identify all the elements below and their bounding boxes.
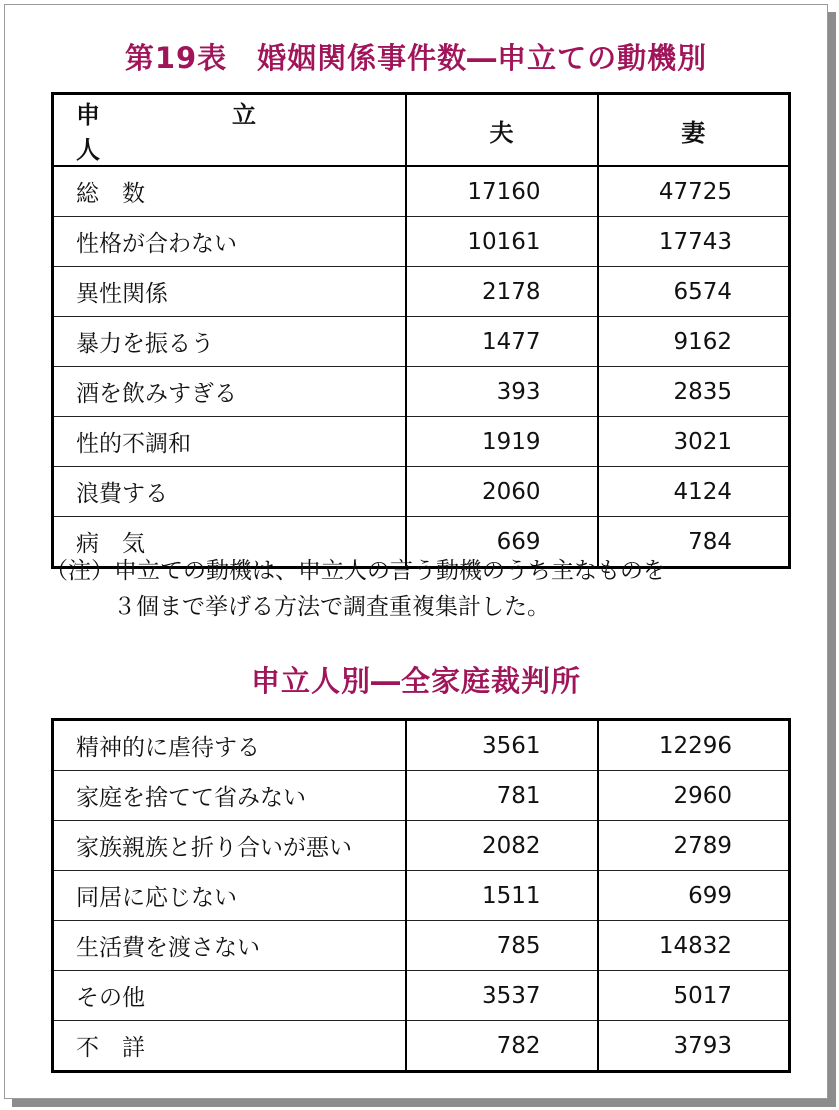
row-label: 総 数 <box>53 166 406 217</box>
husband-count: 17160 <box>406 166 598 217</box>
row-label: 家庭を捨てて省みない <box>53 771 406 821</box>
footnote-line-2: ３個まで挙げる方法で調査重複集計した。 <box>113 594 550 620</box>
table-row <box>53 367 790 417</box>
table-row <box>53 821 790 871</box>
section-subtitle: 申立人別―全家庭裁判所 <box>250 664 581 698</box>
table-row <box>53 1021 790 1072</box>
motives-table-1 <box>51 92 791 569</box>
husband-count: 10161 <box>406 217 598 267</box>
table-row <box>53 720 790 771</box>
table-title: 第19表 婚姻関係事件数―申立ての動機別 <box>124 41 708 75</box>
wife-count: 784 <box>598 517 790 568</box>
document-page <box>4 4 828 1099</box>
row-label: 家族親族と折り合いが悪い <box>53 821 406 871</box>
header-husband: 夫 <box>406 94 598 167</box>
footnote <box>45 553 805 625</box>
wife-count: 2960 <box>598 771 790 821</box>
table-row <box>53 771 790 821</box>
wife-count: 2835 <box>598 367 790 417</box>
row-label: 暴力を振るう <box>53 317 406 367</box>
row-label: 酒を飲みすぎる <box>53 367 406 417</box>
motives-table-2 <box>51 718 791 1073</box>
wife-count: 5017 <box>598 971 790 1021</box>
table-row <box>53 871 790 921</box>
wife-count: 47725 <box>598 166 790 217</box>
husband-count: 3561 <box>406 720 598 771</box>
husband-count: 782 <box>406 1021 598 1072</box>
table-row <box>53 166 790 217</box>
wife-count: 14832 <box>598 921 790 971</box>
husband-count: 1511 <box>406 871 598 921</box>
row-label: 生活費を渡さない <box>53 921 406 971</box>
wife-count: 9162 <box>598 317 790 367</box>
wife-count: 6574 <box>598 267 790 317</box>
row-label: 精神的に虐待する <box>53 720 406 771</box>
header-wife: 妻 <box>598 94 790 167</box>
footnote-line-1: （注）申立ての動機は、申立人の言う動機のうち主なものを <box>45 558 666 584</box>
husband-count: 3537 <box>406 971 598 1021</box>
header-row <box>53 94 790 167</box>
row-label: 性格が合わない <box>53 217 406 267</box>
wife-count: 17743 <box>598 217 790 267</box>
husband-count: 2178 <box>406 267 598 317</box>
row-label: 異性関係 <box>53 267 406 317</box>
husband-count: 781 <box>406 771 598 821</box>
husband-count: 785 <box>406 921 598 971</box>
table-row <box>53 467 790 517</box>
row-label: 性的不調和 <box>53 417 406 467</box>
wife-count: 3021 <box>598 417 790 467</box>
row-label: 不 詳 <box>53 1021 406 1072</box>
husband-count: 2082 <box>406 821 598 871</box>
header-petitioner: 申 立 人 <box>53 94 406 167</box>
wife-count: 699 <box>598 871 790 921</box>
wife-count: 12296 <box>598 720 790 771</box>
row-label: 病 気 <box>53 517 406 568</box>
husband-count: 1477 <box>406 317 598 367</box>
husband-count: 669 <box>406 517 598 568</box>
husband-count: 2060 <box>406 467 598 517</box>
table-row <box>53 317 790 367</box>
table-row <box>53 971 790 1021</box>
table-row <box>53 267 790 317</box>
husband-count: 1919 <box>406 417 598 467</box>
husband-count: 393 <box>406 367 598 417</box>
row-label: 同居に応じない <box>53 871 406 921</box>
row-label: 浪費する <box>53 467 406 517</box>
wife-count: 3793 <box>598 1021 790 1072</box>
table-row <box>53 921 790 971</box>
row-label: その他 <box>53 971 406 1021</box>
table-row <box>53 417 790 467</box>
wife-count: 2789 <box>598 821 790 871</box>
wife-count: 4124 <box>598 467 790 517</box>
table-row <box>53 217 790 267</box>
